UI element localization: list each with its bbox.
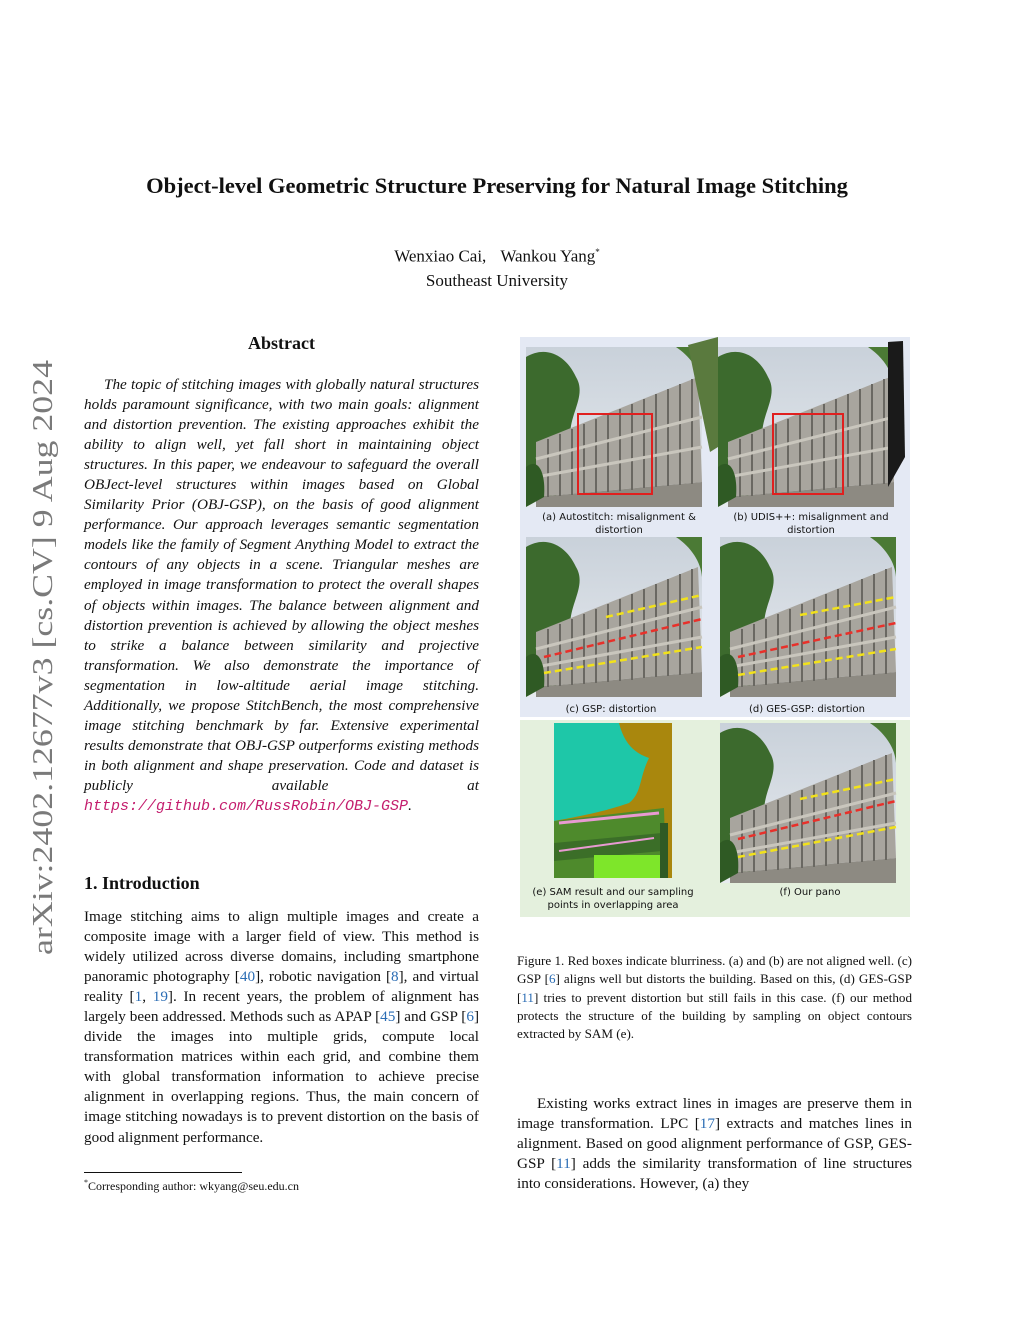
abstract-heading: Abstract: [248, 333, 315, 353]
intro-seg: ] divide the images into multiple grids, compute local transformation matrices within each grid, and combine them with global transformation information to achieve precise alignment in overlapping regions. Thus, the main concern of image stitching nowadays is to prevent distortion on the basis of good alignment performance.: [84, 1008, 479, 1146]
label-c: (c) GSP: distortion: [565, 704, 657, 715]
caption-seg: Figure 1. Red boxes indicate blurriness. (a) and (b) are not aligned well. (c) GSP [: [517, 953, 912, 987]
citation-link[interactable]: 40: [239, 968, 256, 986]
intro-seg: ]. In recent years, the problem of alignment has largely been addressed. Methods such as APAP [: [84, 988, 479, 1026]
citation-link[interactable]: 8: [391, 968, 399, 986]
code-link[interactable]: https://github.com/RussRobin/OBJ-GSP: [84, 797, 409, 815]
label-b-1: (b) UDIS++: misalignment and: [733, 512, 889, 523]
authors-block: [60, 240, 934, 293]
right-column-text: [517, 1094, 912, 1194]
panel-d-image: [720, 537, 896, 697]
panel-e-sam: [554, 723, 672, 878]
citation-link[interactable]: 11: [556, 1155, 571, 1173]
panel-b-image: [718, 347, 894, 507]
arxiv-stamp: [0, 355, 92, 955]
label-d: (d) GES-GSP: distortion: [748, 704, 866, 715]
citation-link[interactable]: 17: [699, 1115, 715, 1133]
abstract-end: .: [408, 796, 412, 814]
label-a-2: distortion: [595, 525, 643, 536]
citation-link[interactable]: 19: [152, 988, 168, 1006]
arxiv-id: arXiv:2402.12677v3 [cs.CV] 9 Aug 2024: [28, 481, 59, 955]
citation-link[interactable]: 6: [466, 1008, 474, 1026]
intro-seg: ], and virtual reality [: [84, 968, 479, 1006]
citation-link[interactable]: 6: [548, 971, 556, 987]
abstract-body: The topic of stitching images with globally natural structures holds paramount significance, with two main goals: alignment and distortion prevention. The existing approaches exhibit the ability to align well, yet fall short in maintaining object structures. In this paper, we endeavour to safeguard the overall OBJect-level structures within images based on Global Similarity Prior (OBJ-GSP), on the basis of good alignment performance. Our approach leverages semantic segmentation models like the family of Segment Anything Model to extract the contours of any objects in a scene. Triangular meshes are employed in image transformation to protect the overall shapes of objects within images. The balance between alignment and distortion prevention is achieved by allowing the object meshes to strike a balance between similarity and projective transformation. We also demonstrate the importance of segmentation in low-altitude aerial image stitching. Additionally, we propose StitchBench, the most comprehensive image stitching benchmark by far. Extensive experimental results demonstrate that OBJ-GSP outperforms existing methods in both alignment and shape preservation. Code and dataset is publicly available at: [84, 376, 479, 794]
citation-link[interactable]: 11: [521, 989, 534, 1005]
intro-heading: 1. Introduction: [84, 873, 200, 893]
figure-1: [520, 337, 910, 917]
right-seg: ] adds the similarity transformation of line structures into considerations. However, (a) they: [517, 1155, 913, 1193]
intro-seg: ] and GSP [: [395, 1008, 467, 1026]
figure-caption: [517, 952, 912, 1043]
label-a-1: (a) Autostitch: misalignment &: [542, 512, 696, 523]
paper-title: Object-level Geometric Structure Preserving for Natural Image Stitching: [146, 173, 848, 198]
right-seg: Existing works extract lines in images are preserve them in image transformation. LPC [: [517, 1095, 912, 1133]
caption-seg: ] tries to prevent distortion but still fails in this case. (f) our method protects the structure of the building by sampling on object contours extracted by SAM (e).: [517, 989, 912, 1042]
affiliation: Southeast University: [425, 270, 569, 290]
panel-a-image: [526, 347, 702, 507]
intro-seg: ], robotic navigation [: [255, 968, 392, 986]
citation-link[interactable]: 45: [380, 1008, 396, 1026]
citation-link[interactable]: 1: [134, 988, 143, 1006]
label-f: (f) Our pano: [779, 887, 841, 898]
intro-seg: Image stitching aims to align multiple images and create a composite image with a larger field of view. This method is widely utilized across diverse domains, including smartphone panoramic photography [: [84, 908, 479, 986]
label-e-1: (e) SAM result and our sampling: [532, 887, 694, 898]
right-seg: ] extracts and matches lines in alignment. Based on good alignment performance of GSP, GES-GSP [: [517, 1115, 913, 1173]
caption-seg: ] aligns well but distorts the building. Based on this, (d) GES-GSP [: [517, 971, 912, 1005]
corresponding-mark: *: [595, 247, 600, 257]
footnote: [84, 1178, 479, 1194]
panel-c-image: [526, 537, 702, 697]
intro-seg: ,: [142, 988, 153, 1006]
footnote-rule: [84, 1172, 242, 1173]
panel-f-pano: [720, 723, 896, 883]
author-1: Wenxiao Cai,: [394, 246, 487, 266]
footnote-text: Corresponding author: wkyang@seu.edu.cn: [88, 1179, 300, 1193]
footnote-mark: *: [84, 1178, 88, 1187]
abstract-text: [84, 375, 479, 817]
intro-text: [84, 907, 479, 1148]
label-e-2: points in overlapping area: [547, 900, 679, 911]
author-2: Wankou Yang: [500, 246, 596, 266]
label-b-2: distortion: [787, 525, 835, 536]
